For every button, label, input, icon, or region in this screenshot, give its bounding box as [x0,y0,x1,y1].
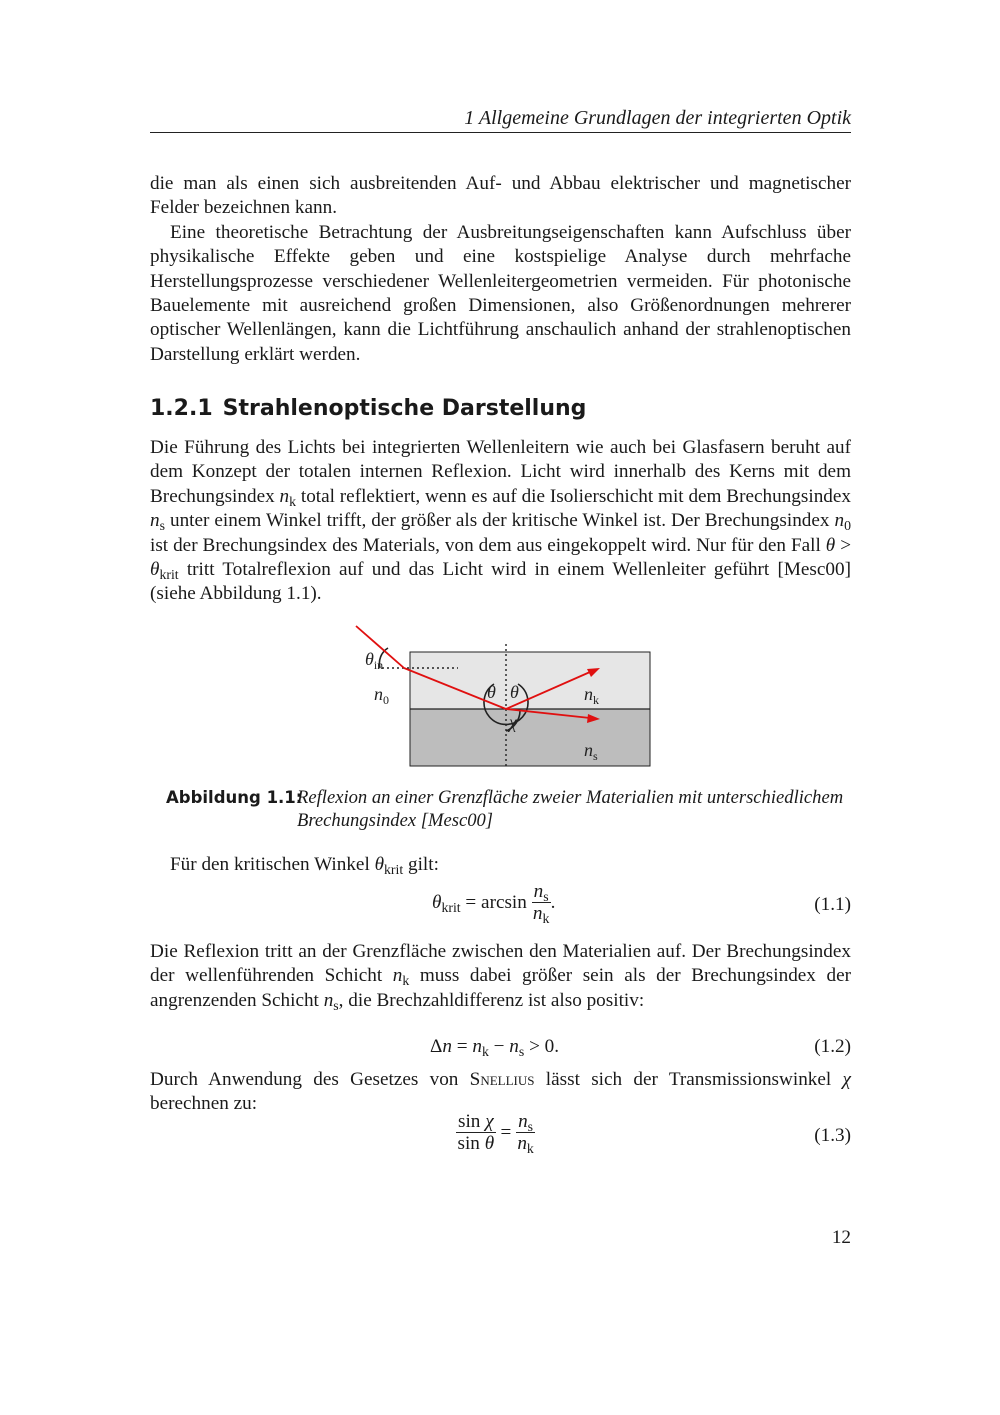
fraction-sin-chi-over-sin-theta: $\frac{\text{sin χ}}{\text{sin θ}}$ [457,1111,495,1154]
caption-label: Abbildung 1.1: [166,788,303,807]
label-chi: χ [509,712,517,732]
symbol-nk: $n_k$ [279,485,297,509]
caption-text: Reflexion an einer Grenzfläche zweier Materialien mit unterschiedlichem Brechungsindex [Mesc00] [297,787,844,831]
running-header: 1 Allgemeine Grundlagen der integrierten Optik [464,107,851,129]
section-title: Strahlenoptische Darstellung [222,396,587,421]
equation-1-3 [150,1112,851,1168]
symbol-theta-krit: $\theta_{krit}$ [374,854,404,877]
section-text-1: Die Führung des Lichts bei integrierten Wellenleitern wie auch bei Glasfasern beruht auf dem Konzept der totalen internen Reflexion. Licht wird innerhalb des Kerns mit dem Brechungsindex [150,437,851,507]
snellius-name: Snellius [469,1069,535,1090]
page-number: 12 [831,1227,851,1248]
equation-1-3-body: $\frac{\text{sin χ}}{\text{sin θ}}$ = $\frac{n_s}{n_k}$ [457,1111,534,1156]
label-ns: $n_s$ [584,740,598,763]
equation-1-1-body: $\theta_{krit} = \arcsin$ $\frac{n_s}{n_k}$ . [432,881,556,926]
symbol-nk-2: $n_k$ [392,965,410,989]
page [150,0,851,1415]
intro-line-2: Felder bezeichnen kann. [150,197,337,219]
section-number: 1.2.1 [150,396,213,421]
header-rule [150,132,851,133]
equation-1-1 [150,880,851,936]
label-theta-in: $\theta_{in}$ [365,649,384,672]
intro-text [150,172,851,367]
fraction-ns-over-nk: $\frac{n_s}{n_k}$ [532,881,550,926]
intro-paragraph: Eine theoretische Betrachtung der Ausbreitungseigenschaften kann Aufschluss über physikalische Effekte geben und eine kostspielige Analyse durch mehrfache Herstellungsprozesse verschiedener Wellenleitergeometrien vermeiden. Für photonische Bauelemente mit ausreichend großen Dimensionen, also Größenordnungen mehrerer optischer Wellenlängen, kann die Lichtführung anschaulich anhand der strahlenoptischen Darstellung erklärt werden. [150,221,851,365]
section-text-4: ist der Brechungsindex des Materials, von dem aus eingekoppelt wird. Nur für den Fall [150,534,826,556]
equation-number-1-2: (1.2) [814,1036,851,1057]
section-text-3: unter einem Winkel trifft, der größer als der kritische Winkel ist. Der Brechungsindex [164,510,835,532]
label-theta-right: θ [510,682,519,702]
equation-number-1-1: (1.1) [814,894,851,915]
equation-1-2-body: $\Delta n = n_k - n_s > 0$. [430,1036,560,1059]
symbol-chi: χ [842,1069,851,1090]
label-theta-left: θ [487,682,496,702]
fraction-ns-over-nk-2: $\frac{n_s}{n_k}$ [517,1111,534,1156]
symbol-ns: $n_s$ [150,510,165,534]
intro-line-1: die man als einen sich ausbreitenden Auf- und Abbau elektrischer und magnetischer [150,173,851,194]
condition-theta-gt-krit: $\theta > \theta_{krit}$ [150,534,852,582]
equation-1-2 [150,1036,851,1064]
reflection-figure [346,620,656,772]
core-layer [410,652,650,709]
section-heading [150,394,586,424]
label-nk: $n_k$ [584,684,599,707]
substrate-layer [410,709,650,766]
snellius-paragraph: Durch Anwendung des Gesetzes von Snellius lässt sich der Transmissionswinkel χ berechnen zu: [150,1069,851,1115]
section-text-2: total reflektiert, wenn es auf die Isolierschicht mit dem Brechungsindex [296,485,851,507]
reflexion-paragraph: Die Reflexion tritt an der Grenzfläche zwischen den Materialien auf. Der Brechungsindex der wellenführenden Schicht $n_k$ muss dabei größer sein als der Brechungsindex der angrenzenden Schicht $n_s$, die Brechzahldifferenz ist also positiv: [150,941,851,1013]
symbol-ns-2: $n_s$ [323,989,339,1013]
symbol-n0: $n_0$ [834,510,851,534]
crit-intro: Für den kritischen Winkel $\theta_{krit}$ gilt: [170,854,439,877]
equation-number-1-3: (1.3) [814,1125,851,1146]
section-paragraph [150,436,851,607]
label-n0: $n_0$ [374,684,389,707]
section-text-5: tritt Totalreflexion auf und das Licht wird in einem Wellenleiter geführt [Mesc00] (siehe Abbildung 1.1). [150,559,851,605]
